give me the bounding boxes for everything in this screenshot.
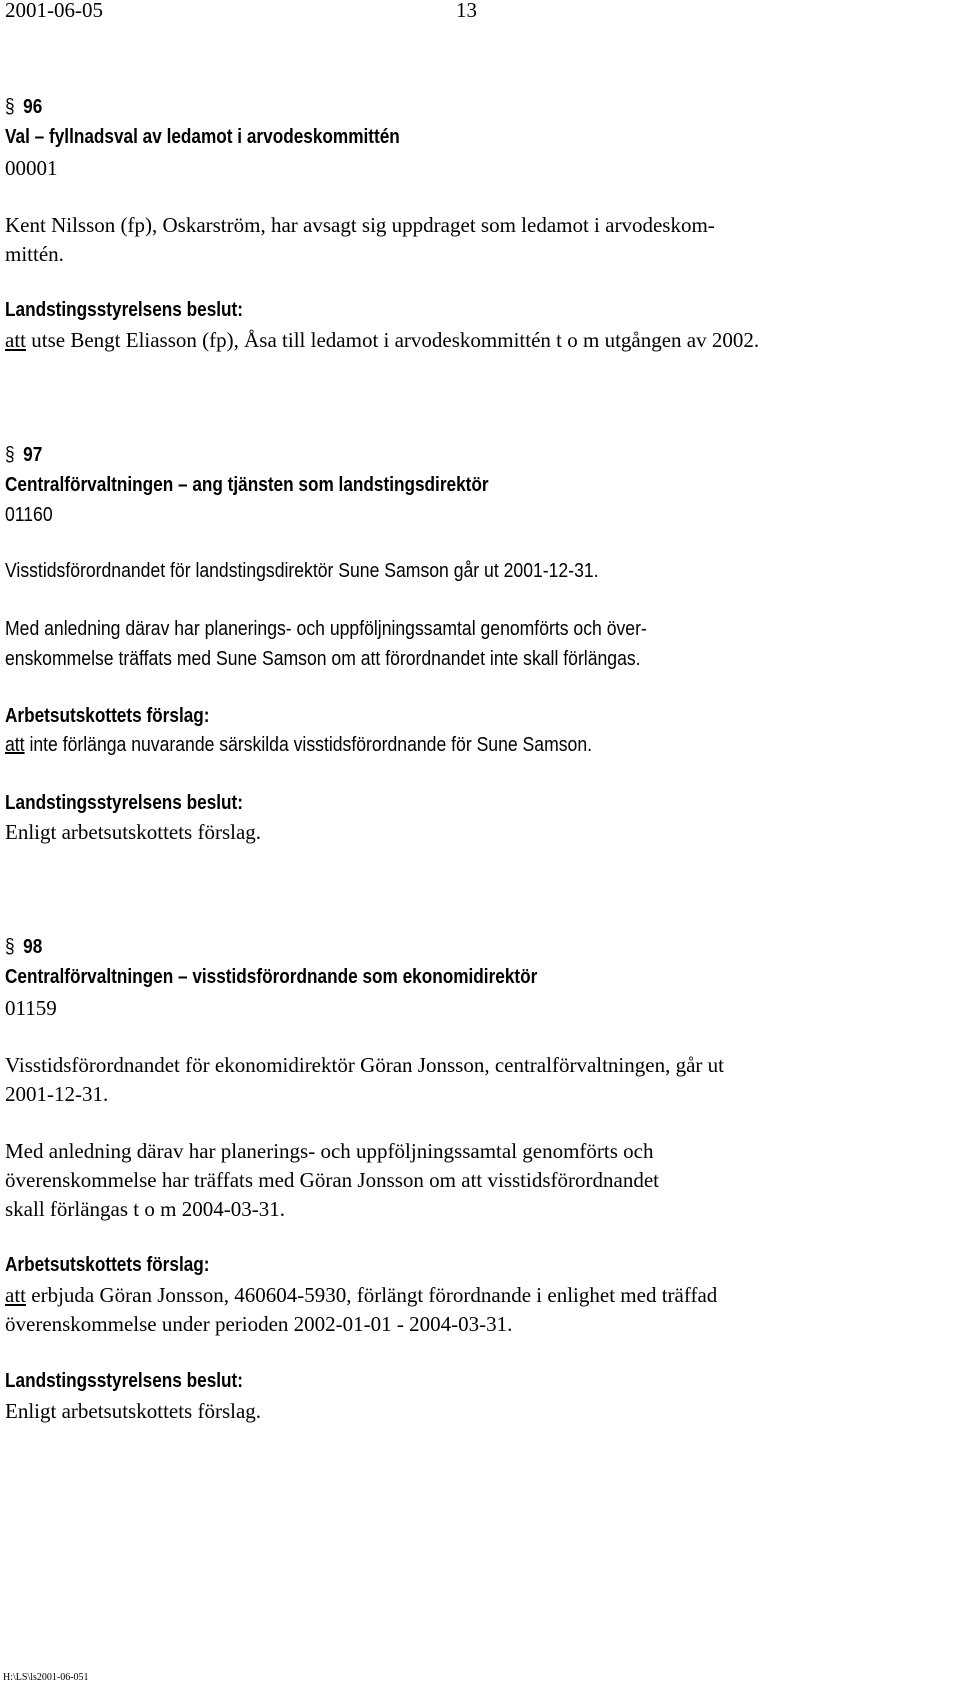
section-96-decision-heading: Landstingsstyrelsens beslut: — [5, 299, 244, 321]
att-keyword: att — [5, 734, 25, 756]
paragraph-sign-icon: § — [5, 96, 15, 118]
section-number: 96 — [23, 96, 43, 118]
section-97-decision-heading: Landstingsstyrelsens beslut: — [5, 792, 244, 814]
section-98-proposal — [5, 1283, 717, 1307]
section-98-decision-heading: Landstingsstyrelsens beslut: — [5, 1370, 244, 1392]
page-date: 2001-06-05 — [5, 0, 103, 22]
section-97-code: 01160 — [5, 504, 53, 526]
section-98-code: 01159 — [5, 996, 57, 1020]
section-98-paragraph-line: överenskommelse har träffats med Göran Jonsson om att visstidsförordnandet — [5, 1168, 659, 1192]
section-97-paragraph-line: Visstidsförordnandet för landstingsdirektör Sune Samson går ut 2001-12-31. — [5, 560, 599, 582]
section-98-title: Centralförvaltningen – visstidsförordnande som ekonomidirektör — [5, 966, 538, 988]
section-96-decision — [5, 328, 759, 352]
section-number: 98 — [23, 936, 43, 958]
proposal-text: inte förlänga nuvarande särskilda visstidsförordnande för Sune Samson. — [24, 734, 593, 756]
section-97-proposal-heading: Arbetsutskottets förslag: — [5, 705, 210, 727]
section-98-proposal-heading: Arbetsutskottets förslag: — [5, 1254, 210, 1276]
section-98-heading — [5, 936, 42, 959]
section-98-paragraph-line: Med anledning därav har planerings- och uppföljningssamtal genomförts och — [5, 1139, 654, 1163]
section-number: 97 — [23, 444, 43, 466]
section-97-title: Centralförvaltningen – ang tjänsten som landstingsdirektör — [5, 474, 489, 496]
section-96-code: 00001 — [5, 156, 58, 180]
section-97-paragraph-line: Med anledning därav har planerings- och uppföljningssamtal genomförts och över- — [5, 618, 647, 640]
decision-text: utse Bengt Eliasson (fp), Åsa till ledamot i arvodeskommittén t o m utgången av 2002. — [26, 328, 760, 352]
paragraph-sign-icon: § — [5, 936, 15, 958]
proposal-text: erbjuda Göran Jonsson, 460604-5930, förlängt förordnande i enlighet med träffad — [26, 1283, 718, 1307]
att-keyword: att — [5, 328, 26, 352]
att-keyword: att — [5, 1283, 26, 1307]
section-98-paragraph-line: 2001-12-31. — [5, 1082, 109, 1106]
paragraph-sign-icon: § — [5, 444, 15, 466]
section-97-proposal — [5, 734, 592, 757]
section-96-heading — [5, 96, 42, 119]
section-96-title: Val – fyllnadsval av ledamot i arvodeskommittén — [5, 126, 400, 148]
section-97-heading — [5, 444, 42, 467]
section-96-paragraph-line: mittén. — [5, 242, 64, 266]
section-98-decision: Enligt arbetsutskottets förslag. — [5, 1399, 262, 1423]
page-number: 13 — [456, 0, 477, 22]
section-98-paragraph-line: Visstidsförordnandet för ekonomidirektör Göran Jonsson, centralförvaltningen, går ut — [5, 1053, 724, 1077]
section-96-paragraph-line: Kent Nilsson (fp), Oskarström, har avsagt sig uppdraget som ledamot i arvodeskom- — [5, 213, 715, 237]
section-97-paragraph-line: enskommelse träffats med Sune Samson om att förordnandet inte skall förlängas. — [5, 648, 641, 670]
footer-file-path: H:\LS\ls2001-06-051 — [3, 1672, 89, 1683]
section-98-paragraph-line: skall förlängas t o m 2004-03-31. — [5, 1197, 285, 1221]
section-97-decision: Enligt arbetsutskottets förslag. — [5, 820, 262, 844]
section-98-proposal: överenskommelse under perioden 2002-01-01 - 2004-03-31. — [5, 1312, 513, 1336]
